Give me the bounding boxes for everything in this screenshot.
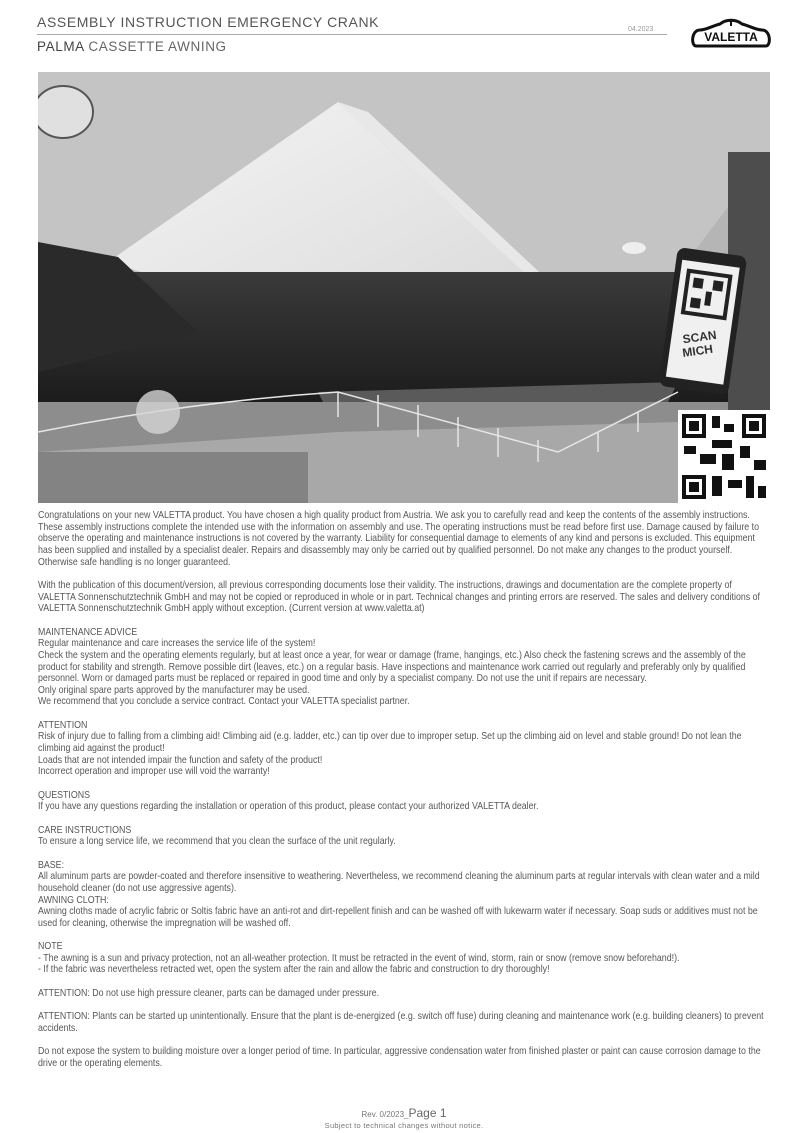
care-section xyxy=(38,825,771,848)
valetta-logo xyxy=(690,16,772,52)
moisture-paragraph: Do not expose the system to building moisture over a longer period of time. In particular, aggressive condensation water from finished plaster or paint can cause corrosion damage to the drive or the operating elements. xyxy=(38,1046,761,1069)
scan-label-2: MICH xyxy=(681,341,714,360)
header-rule xyxy=(37,34,667,35)
page-footer xyxy=(0,1104,808,1130)
section-heading: AWNING CLOTH: xyxy=(38,894,109,906)
text-line: Only original spare parts approved by the manufacturer may be used. xyxy=(38,684,310,696)
intro-paragraph: Congratulations on your new VALETTA product. You have chosen a high quality product from Austria. We ask you to carefully read and keep the contents of the assembly instructions. These assembly instructions complete the intended use with the information on assembly and use. The operating instructions must be read before first use. Damage caused by failure to observe the operating and maintenance instructions is not covered by the warranty. Liability for consequential damage to elements of any kind and persons is excluded. This equipment has been supplied and installed by a specialist dealer. Repairs and disassembly may only be carried out by qualified personnel. Do not make any changes to the product yourself. Otherwise safe handling is no longer guaranteed. xyxy=(38,510,760,568)
qr-code xyxy=(678,410,770,503)
text-line: Incorrect operation and improper use will void the warranty! xyxy=(38,766,270,778)
product-type: CASSETTE AWNING xyxy=(88,39,227,54)
product-title xyxy=(37,39,227,54)
awning-photo xyxy=(38,72,770,503)
instructions-body xyxy=(38,510,771,1081)
text-line: To ensure a long service life, we recommend that you clean the surface of the unit regularly. xyxy=(38,836,396,848)
note-section xyxy=(38,941,771,976)
text-line: We recommend that you conclude a service contract. Contact your VALETTA specialist partner. xyxy=(38,696,410,708)
section-heading: QUESTIONS xyxy=(38,789,91,801)
page-number: Page 1 xyxy=(408,1106,447,1120)
section-heading: ATTENTION xyxy=(38,719,88,731)
section-heading: MAINTENANCE ADVICE xyxy=(38,626,138,638)
document-date: 04.2023 xyxy=(628,26,654,33)
text-line: Awning cloths made of acrylic fabric or Soltis fabric have an anti-rot and dirt-repellent finish and can be washed off with lukewarm water if necessary. Soap suds or additives must not be used for cleaning, otherwise the impregnation will be washed off. xyxy=(38,906,758,929)
attention-plants: ATTENTION: Plants can be started up unintentionally. Ensure that the plant is de-energized (e.g. switch off fuse) during cleaning and maintenance work (e.g. building cleaners) to prevent accidents. xyxy=(38,1011,764,1034)
validity-paragraph: With the publication of this document/version, all previous corresponding documents lose their validity. The instructions, drawings and documentation are the complete property of VALETTA Sonnenschutztechnik GmbH and may not be copied or reproduced in whole or in part. Technical changes and printing errors are reserved. The sales and delivery conditions of VALETTA Sonnenschutztechnik GmbH apply without exception. (Current version at www.valetta.at) xyxy=(38,579,761,615)
text-line: All aluminum parts are powder-coated and therefore insensitive to weathering. Nevertheless, we recommend cleaning the aluminum parts at regular intervals with clean water and a mild household cleaner (do not use aggressive agents). xyxy=(38,871,760,894)
section-heading: BASE: xyxy=(38,859,65,871)
svg-text:SONNENSCHUTZTECHNIK: SONNENSCHUTZTECHNIK xyxy=(711,44,751,48)
text-line: Regular maintenance and care increases the service life of the system! xyxy=(38,638,316,650)
footer-disclaimer: Subject to technical changes without notice. xyxy=(324,1121,484,1130)
scan-label-1: SCAN xyxy=(681,327,718,347)
attention-pressure-cleaner: ATTENTION: Do not use high pressure cleaner, parts can be damaged under pressure. xyxy=(38,987,380,999)
svg-text:VALETTA: VALETTA xyxy=(704,30,758,44)
attention-section xyxy=(38,720,771,778)
base-section xyxy=(38,860,771,930)
section-heading: CARE INSTRUCTIONS xyxy=(38,824,132,836)
text-line: Check the system and the operating elements regularly, but at least once a year, for wear or damage (frame, hangings, etc.) Also check the fastening screws and the assembly of the product for stability and strength. Remove possible dirt (leaves, etc.) on a regular basis. Have inspections and maintenance work carried out regularly and preferably only by qualified personnel. Worn or damaged parts must be replaced or repaired in good time and only by a specialist company. Do not use the unit if repairs are necessary. xyxy=(38,649,746,685)
text-line: If you have any questions regarding the installation or operation of this product, please contact your authorized VALETTA dealer. xyxy=(38,801,539,813)
product-name: PALMA xyxy=(37,39,85,54)
text-line: - If the fabric was nevertheless retracted wet, open the system after the rain and allow the fabric and construction to dry thoroughly! xyxy=(38,964,550,976)
section-heading: NOTE xyxy=(38,941,63,953)
text-line: Loads that are not intended impair the function and safety of the product! xyxy=(38,754,323,766)
text-line: - The awning is a sun and privacy protection, not an all-weather protection. It must be retracted in the event of wind, storm, rain or snow (remove snow beforehand!). xyxy=(38,952,680,964)
revision: Rev. 0/2023_ xyxy=(361,1110,409,1119)
questions-section xyxy=(38,790,771,813)
document-title: ASSEMBLY INSTRUCTION EMERGENCY CRANK xyxy=(37,14,380,30)
text-line: Risk of injury due to falling from a climbing aid! Climbing aid (e.g. ladder, etc.) can tip over due to improper setup. Set up the climbing aid on level and stable ground! Do not lean the climbing aid against the product! xyxy=(38,731,742,755)
maintenance-section xyxy=(38,627,771,709)
